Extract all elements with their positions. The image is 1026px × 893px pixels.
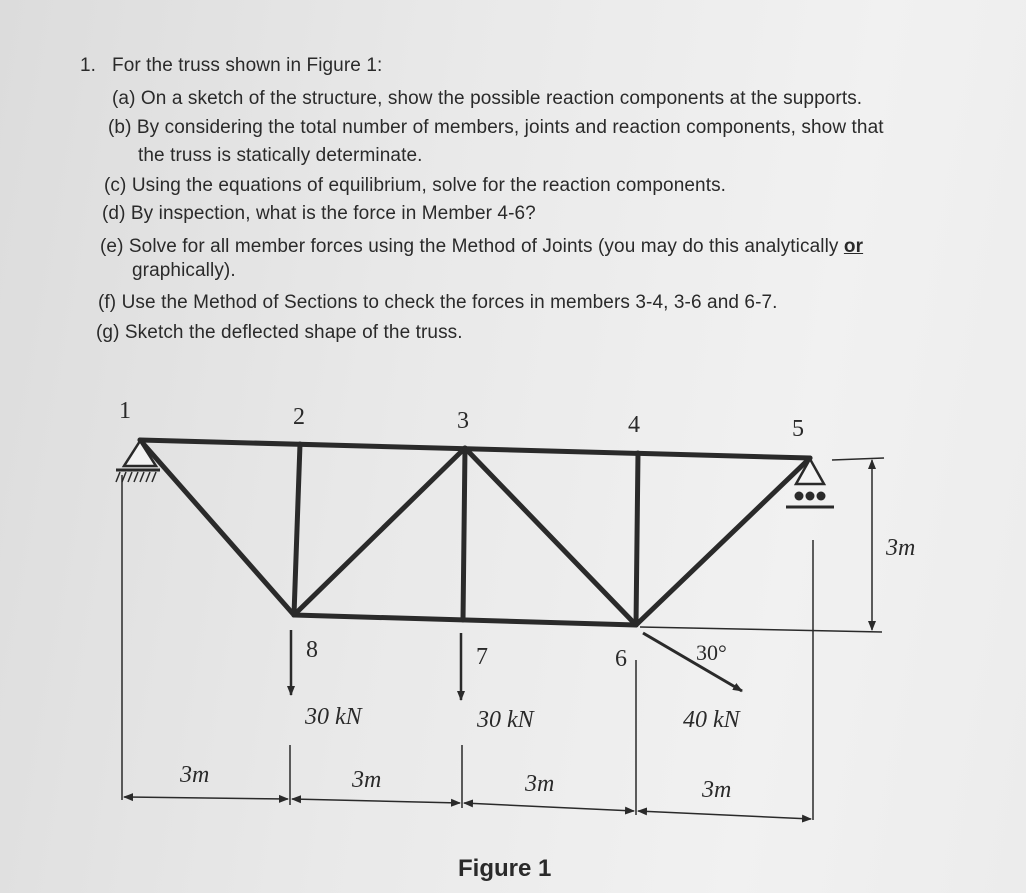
- node-label-5: 5: [792, 416, 804, 442]
- span-dim-3: [464, 803, 634, 811]
- member-1-8: [140, 440, 294, 615]
- question-part-e-or: or: [843, 236, 864, 257]
- question-part-a: (a) On a sketch of the structure, show the possible reaction components at the supports.: [112, 88, 863, 109]
- span-label-3: 3m: [525, 771, 555, 797]
- question-part-b-line1: (b) By considering the total number of members, joints and reaction components, show that: [108, 117, 884, 138]
- load-label-6: 40 kN: [683, 707, 740, 733]
- span-label-1: 3m: [180, 762, 210, 788]
- span-dim-4: [638, 811, 811, 819]
- load-angle-label: 30°: [696, 640, 727, 665]
- load-arrow-6: [643, 633, 742, 691]
- question-number: 1.: [80, 55, 97, 76]
- question-part-f: (f) Use the Method of Sections to check the forces in members 3-4, 3-6 and 6-7.: [98, 292, 778, 313]
- question-part-c: (c) Using the equations of equilibrium, solve for the reaction components.: [104, 175, 727, 196]
- node-label-6: 6: [615, 646, 627, 672]
- member-3-6: [465, 448, 636, 625]
- span-dim-2: [292, 799, 460, 803]
- node-label-3: 3: [457, 408, 469, 434]
- question-part-d: (d) By inspection, what is the force in Member 4-6?: [102, 203, 536, 224]
- node-label-4: 4: [628, 412, 640, 438]
- node-label-2: 2: [293, 404, 305, 430]
- question-part-b-line2: the truss is statically determinate.: [138, 145, 423, 166]
- member-3-7: [463, 448, 465, 620]
- member-8-3: [294, 448, 465, 615]
- load-label-7: 30 kN: [477, 707, 534, 733]
- question-part-g: (g) Sketch the deflected shape of the truss.: [96, 322, 463, 343]
- load-label-8: 30 kN: [305, 704, 362, 730]
- node-label-1: 1: [119, 398, 131, 424]
- figure-caption: Figure 1: [458, 855, 552, 882]
- roller-support: [786, 459, 834, 507]
- span-label-4: 3m: [702, 777, 732, 803]
- member-6-5: [636, 458, 810, 625]
- question-part-e-line2: graphically).: [132, 260, 236, 281]
- span-dim-1: [124, 797, 288, 799]
- node-label-7: 7: [476, 644, 488, 670]
- span-label-2: 3m: [352, 767, 382, 793]
- member-2-8: [294, 444, 300, 615]
- height-label: 3m: [886, 535, 916, 561]
- member-4-6: [636, 453, 638, 625]
- node-label-8: 8: [306, 637, 318, 663]
- question-part-e-text: (e) Solve for all member forces using the Method of Joints (you may do this analytically: [100, 236, 839, 257]
- question-intro: For the truss shown in Figure 1:: [112, 55, 383, 76]
